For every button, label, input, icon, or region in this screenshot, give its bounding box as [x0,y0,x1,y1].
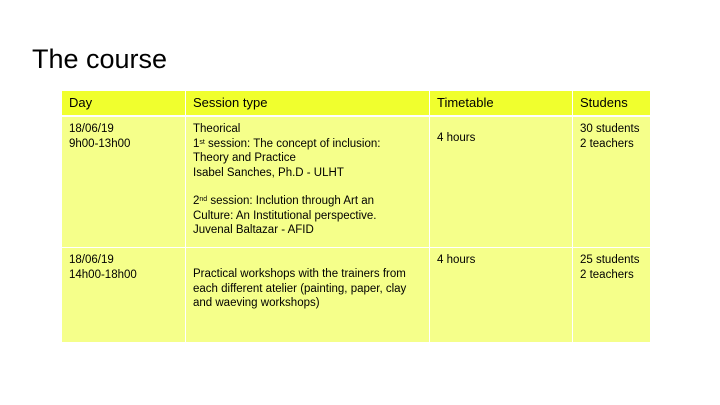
second-session-speaker: Juvenal Baltazar - AFID [193,224,314,236]
header-timetable: Timetable [430,91,573,117]
timetable-value: 4 hours [437,254,476,266]
students-count: 30 students [580,123,640,135]
first-session-line [193,137,429,152]
teachers-count: 2 teachers [580,137,634,150]
session-cell [186,116,430,248]
timetable-value: 4 hours [437,132,476,144]
first-session-text: session: The concept of inclusion: [204,137,381,150]
header-students: Studens [573,91,651,117]
session-type-label: Theorical [193,123,241,135]
timetable-cell [430,248,573,343]
day-date: 18/06/19 [69,254,114,266]
first-session-suffix: st [199,138,205,146]
course-table [61,90,651,343]
workshop-line3: and waeving workshops) [193,297,320,309]
teachers-count: 2 teachers [580,268,634,281]
second-session-suffix: nd [199,196,208,203]
second-session-line2: Culture: An Institutional perspective. [193,209,377,222]
table-header-row [62,91,651,117]
slide-title: The course [32,44,168,74]
workshop-line2: each different atelier (painting, paper, clay [193,282,407,295]
second-session-text: session: Inclution through Art an [207,195,375,207]
header-day: Day [62,91,186,117]
timetable-cell [430,116,573,248]
first-session-ordinal: 1 [193,137,200,150]
workshop-line1: Practical workshops with the trainers from [193,268,406,280]
students-cell [573,248,651,343]
table-row [62,248,651,343]
session-gap [193,180,429,194]
header-session-type: Session type [186,91,430,117]
second-session-line [193,194,429,209]
second-session-ordinal: 2 [193,195,200,207]
session-cell [186,248,430,343]
students-cell [573,116,651,248]
day-time: 14h00-18h00 [69,268,137,281]
day-cell [62,248,186,343]
day-date: 18/06/19 [69,123,114,135]
table-row [62,116,651,248]
first-session-speaker: Isabel Sanches, Ph.D - ULHT [193,166,344,179]
day-time: 9h00-13h00 [69,137,131,150]
first-session-line2: Theory and Practice [193,152,296,164]
students-count: 25 students [580,254,640,266]
day-cell [62,116,186,248]
